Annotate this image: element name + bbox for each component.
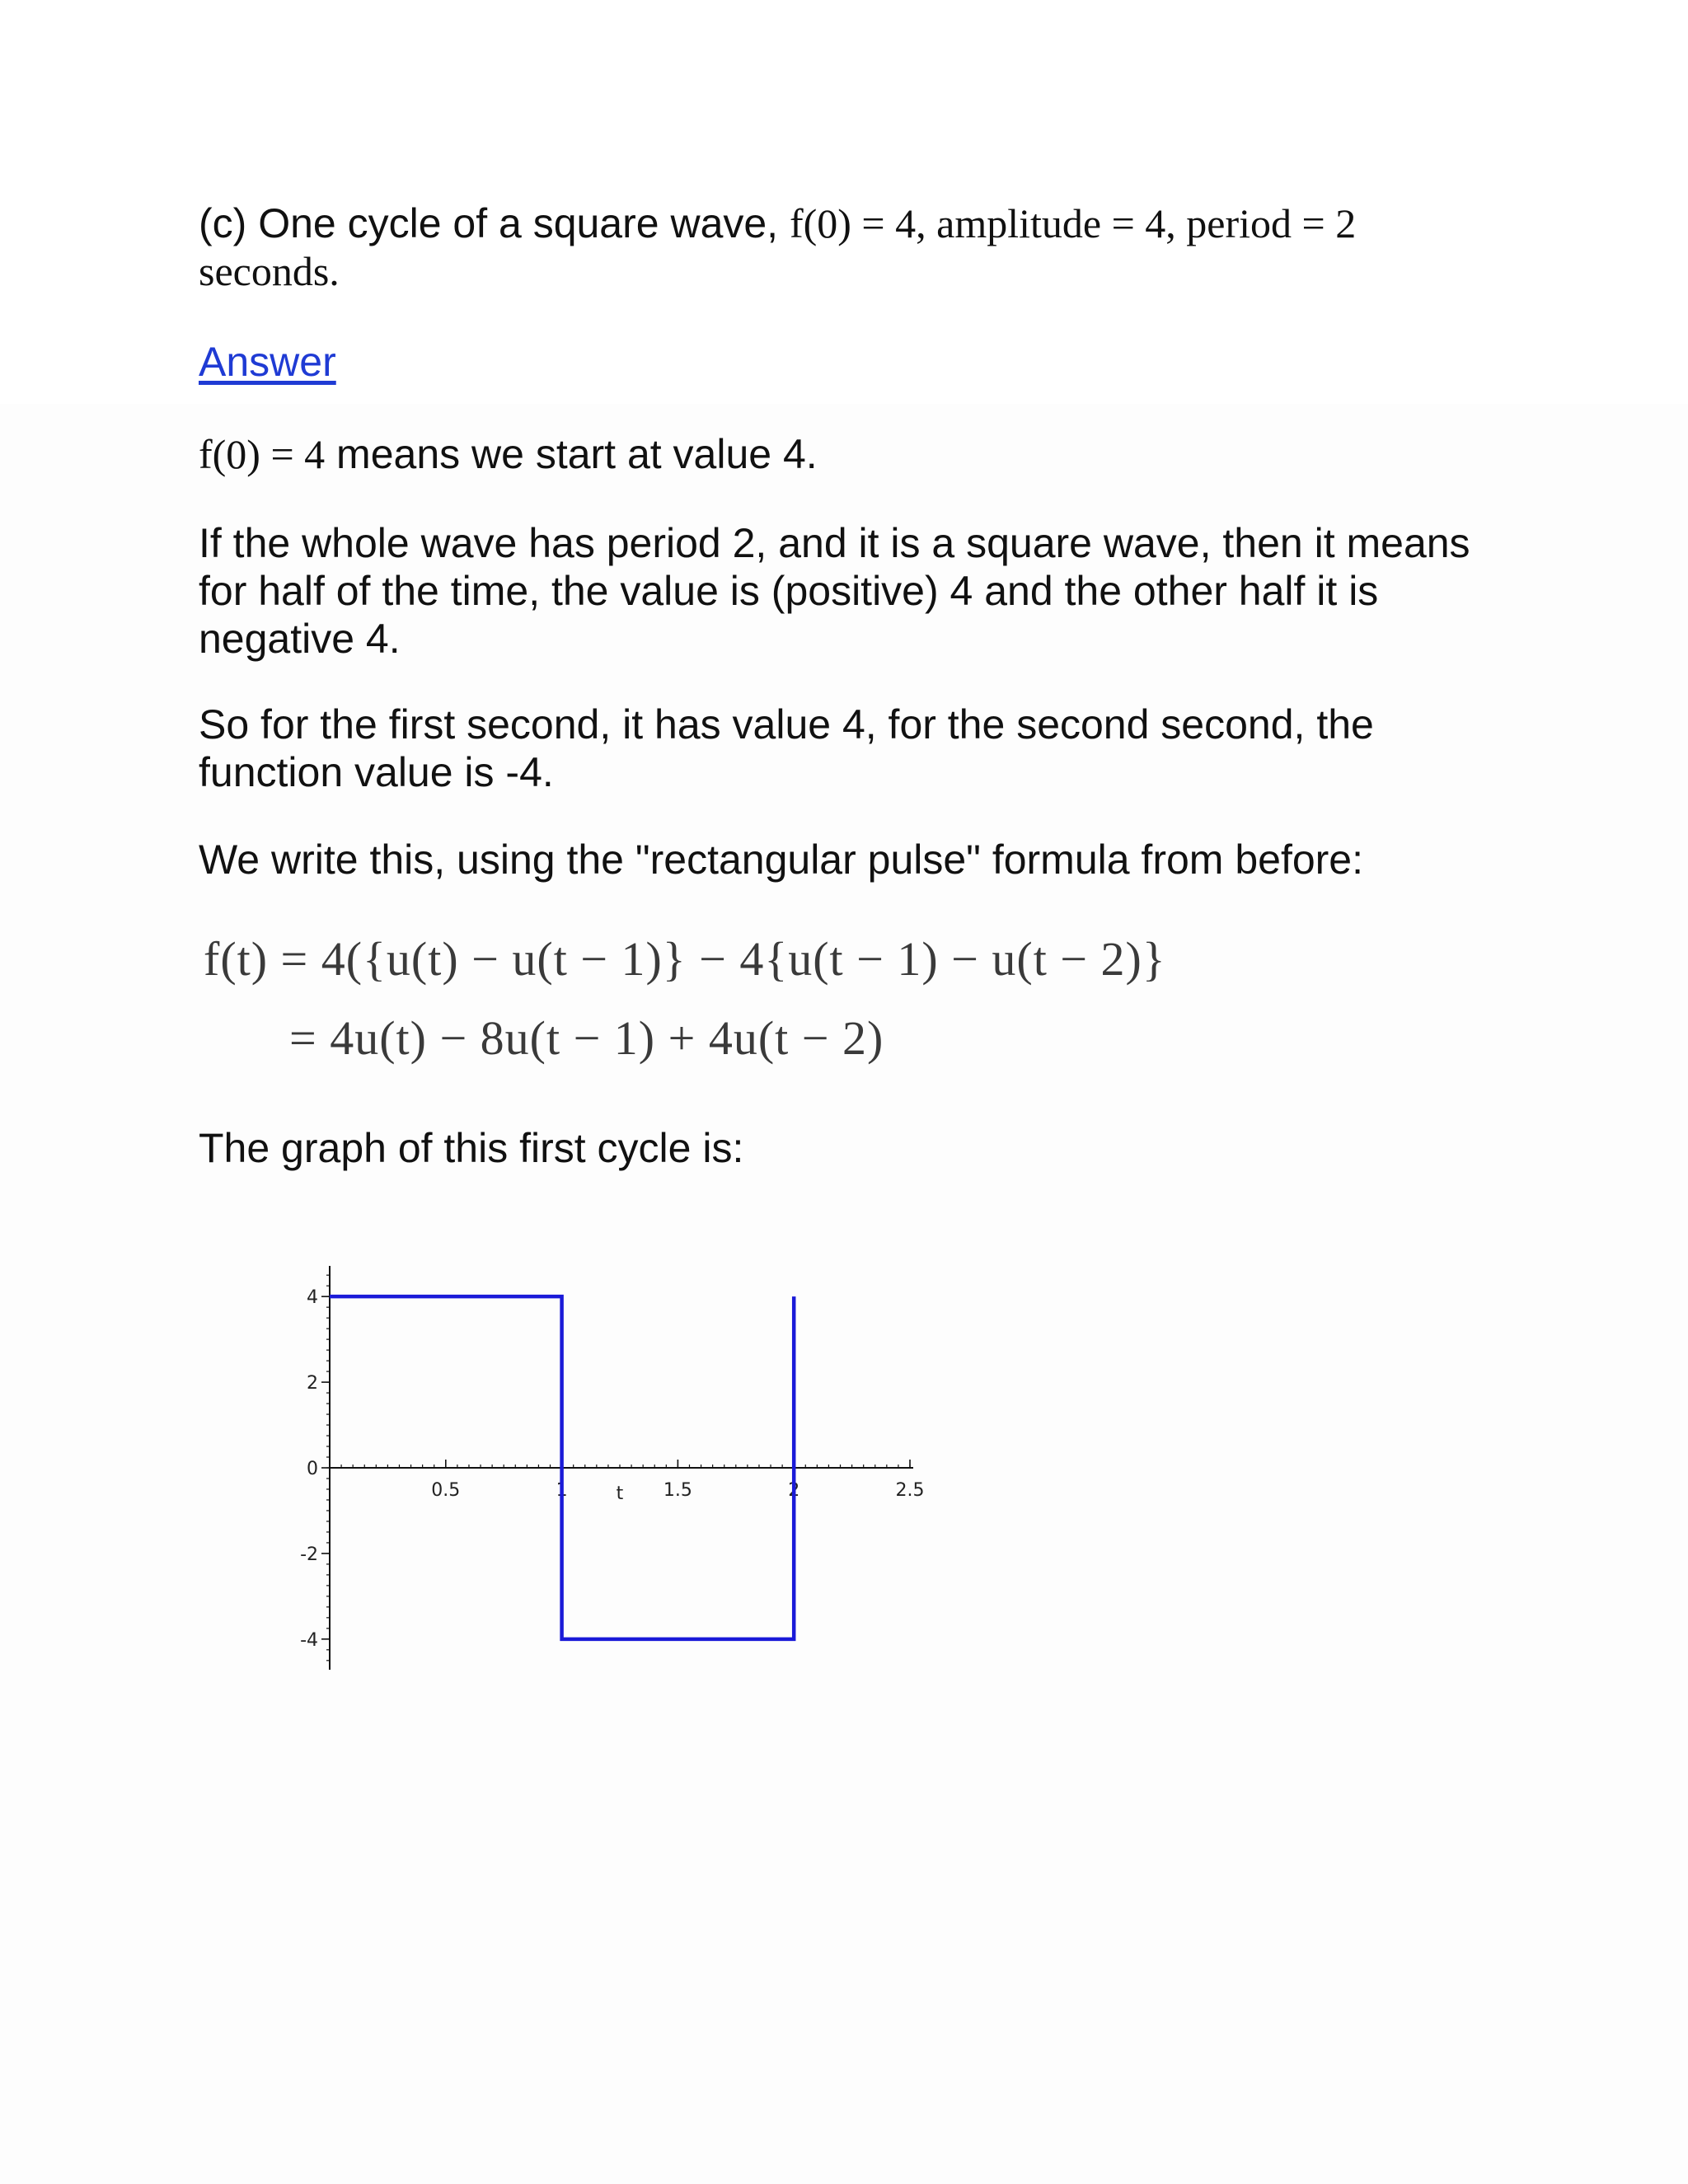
y-tick-label: -2 [300, 1544, 318, 1565]
y-tick-label: 2 [307, 1373, 318, 1394]
equation-line-2: = 4u(t) − 8u(t − 1) + 4u(t − 2) [289, 1011, 884, 1065]
x-tick-label: 1.5 [663, 1480, 692, 1501]
paragraph-start-value [199, 430, 1501, 478]
y-tick-label: 4 [307, 1287, 318, 1309]
f0-expression: f(0) = 4 [199, 431, 326, 477]
x-tick-label: 0.5 [431, 1480, 461, 1501]
answer-link[interactable]: Answer [199, 339, 336, 385]
start-value-text: means we start at value 4. [325, 431, 818, 477]
problem-conditions: f(0) = 4, amplitude = 4, period = 2 [789, 200, 1357, 246]
answer-paragraph [199, 338, 1501, 386]
x-axis-label: t [616, 1483, 624, 1504]
problem-label: (c) One cycle of a square wave, [199, 200, 779, 246]
equation-line-1: f(t) = 4({u(t) − u(t − 1)} − 4{u(t − 1) − u(t − 2)} [204, 932, 1166, 986]
x-tick-label: 2.5 [895, 1480, 925, 1501]
paragraph-period: If the whole wave has period 2, and it is a square wave, then it means for half of the time, the value is (positive) 4 and the other half it is negative 4. [199, 520, 1470, 662]
y-tick-label: 0 [307, 1459, 318, 1479]
paragraph-first-second: So for the first second, it has value 4, for the second second, the function value is -4. [199, 701, 1374, 795]
paragraph-graph-intro: The graph of this first cycle is: [199, 1125, 744, 1171]
paragraph-formula-intro: We write this, using the "rectangular pulse" formula from before: [199, 837, 1363, 883]
square-wave-chart [280, 1261, 940, 1690]
x-tick-label: 1 [556, 1480, 568, 1501]
x-tick-label: 2 [788, 1480, 800, 1501]
problem-seconds: seconds. [199, 248, 340, 294]
y-tick-label: -4 [300, 1629, 318, 1651]
problem-statement [199, 199, 1501, 295]
